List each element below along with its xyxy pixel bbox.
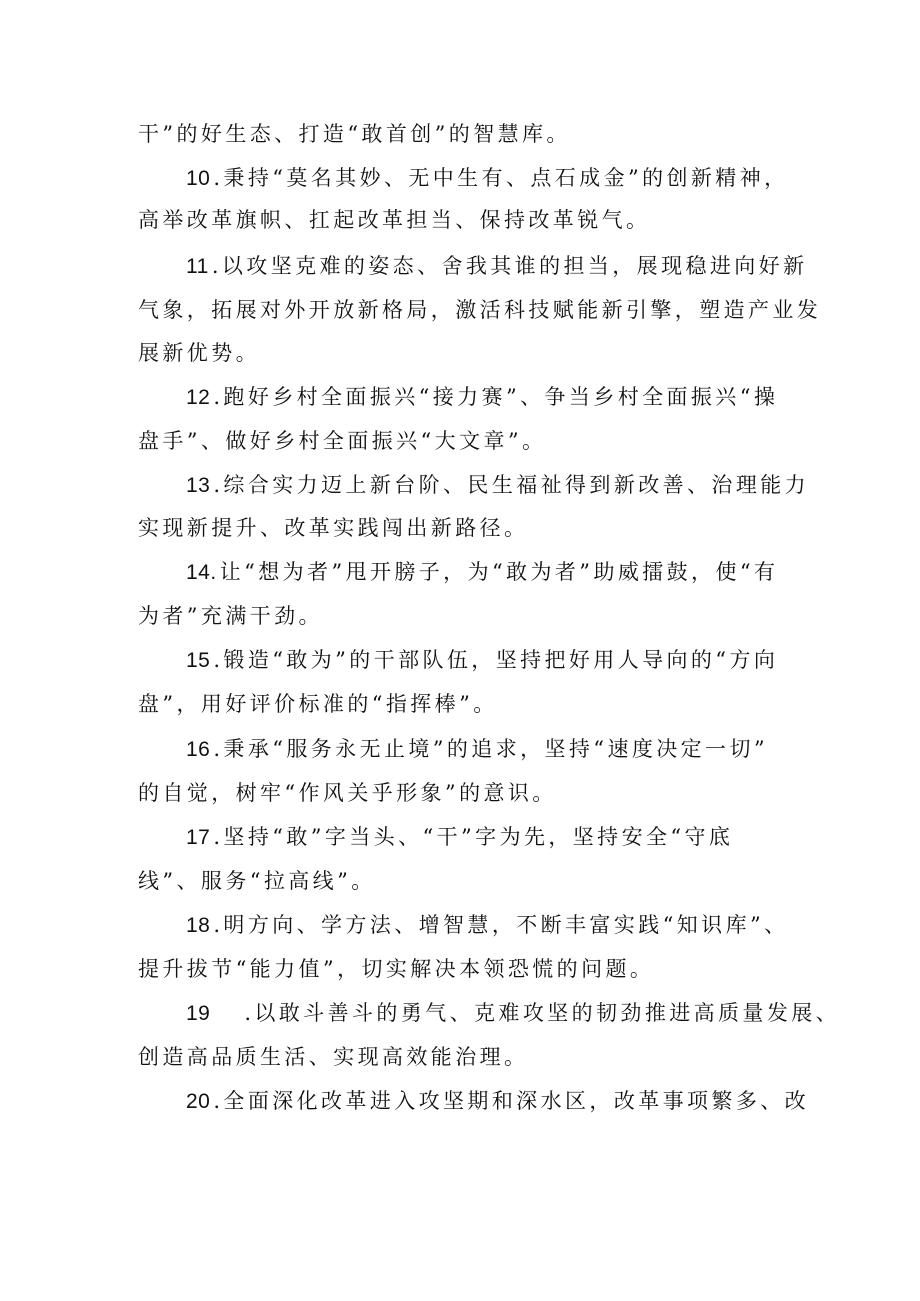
item-number: 11 <box>186 255 209 278</box>
line-text: .综合实力迈上新台阶、民生福祉得到新改善、治理能力 <box>213 473 810 497</box>
line-text: 盘手”、做好乡村全面振兴“大文章”。 <box>138 429 547 453</box>
item-10-line-1 <box>186 164 789 193</box>
item-number: 14. <box>186 561 217 584</box>
item-17-line-1 <box>186 823 733 852</box>
item-12-line-2 <box>138 427 546 455</box>
item-16-line-2 <box>138 779 557 807</box>
line-text: 提升拔节“能力值”，切实解决本领恐慌的问题。 <box>138 957 655 981</box>
line-text: 的自觉，树牢“作风关乎形象”的意识。 <box>138 781 557 805</box>
item-11-line-2 <box>138 296 821 324</box>
item-11-line-1 <box>186 252 808 281</box>
item-number: 10 <box>186 167 211 190</box>
item-11-line-3 <box>138 339 260 367</box>
item-13-line-1 <box>186 471 809 500</box>
item-16-line-1 <box>186 735 768 764</box>
line-text: .坚持“敢”字当头、“干”字为先，坚持安全“守底 <box>213 825 734 849</box>
line-text: 展新优势。 <box>138 341 260 365</box>
item-14-line-1 <box>186 558 778 587</box>
item-number: 19 <box>186 1002 211 1025</box>
line-text: 让“想为者”甩开膀子，为“敢为者”助威擂鼓，使“有 <box>219 560 779 584</box>
line-text: .秉持“莫名其妙、无中生有、点石成金”的创新精神， <box>213 166 789 190</box>
item-number: 17 <box>186 826 211 849</box>
line-text: 气象，拓展对外开放新格局，激活科技赋能新引擎，塑造产业发 <box>138 298 822 322</box>
item-14-line-2 <box>138 602 323 630</box>
line-text: .以攻坚克难的姿态、舍我其谁的担当，展现稳进向好新 <box>211 254 808 278</box>
line-text: 高举改革旗帜、扛起改革担当、保持改革锐气。 <box>138 208 651 232</box>
item-15-line-2 <box>138 690 498 718</box>
item-19-line-2 <box>138 1043 528 1071</box>
item-13-line-2 <box>138 514 528 542</box>
item-number: 12 <box>186 386 211 409</box>
item-20-line-1 <box>186 1087 809 1116</box>
line-text: 为者”充满干劲。 <box>138 604 323 628</box>
line-text: 盘”，用好评价标准的“指挥棒”。 <box>138 692 498 716</box>
line-text: 创造高品质生活、实现高效能治理。 <box>138 1045 529 1069</box>
line-text: .全面深化改革进入攻坚期和深水区，改革事项繁多、改 <box>213 1089 810 1113</box>
item-number: 18 <box>186 914 211 937</box>
item-12-line-1 <box>186 383 778 412</box>
line-text: 实现新提升、改革实践闯出新路径。 <box>138 516 529 540</box>
line-text: .跑好乡村全面振兴“接力赛”、争当乡村全面振兴“操 <box>213 385 779 409</box>
item-15-line-1 <box>186 646 778 675</box>
item-number: 13 <box>186 474 211 497</box>
item-number: 20 <box>186 1090 211 1113</box>
item-10-line-2 <box>138 206 650 234</box>
line-text: 干”的好生态、打造“敢首创”的智慧库。 <box>138 122 571 146</box>
line-text: .秉承“服务永无止境”的追求，坚持“速度决定一切” <box>213 737 768 761</box>
item-number: 15 <box>186 649 211 672</box>
item-19-line-1 <box>186 999 840 1028</box>
item-18-line-1 <box>186 911 789 940</box>
line-text: .以敢斗善斗的勇气、克难攻坚的韧劲推进高质量发展、 <box>244 1001 841 1025</box>
item-18-line-2 <box>138 955 654 983</box>
line-text: .锻造“敢为”的干部队伍，坚持把好用人导向的“方向 <box>213 648 779 672</box>
item-17-line-2 <box>138 867 376 895</box>
line-text: 线”、服务“拉高线”。 <box>138 869 376 893</box>
item-number: 16 <box>186 738 211 761</box>
line-text: .明方向、学方法、增智慧，不断丰富实践“知识库”、 <box>213 913 789 937</box>
text-line-1 <box>138 120 571 148</box>
